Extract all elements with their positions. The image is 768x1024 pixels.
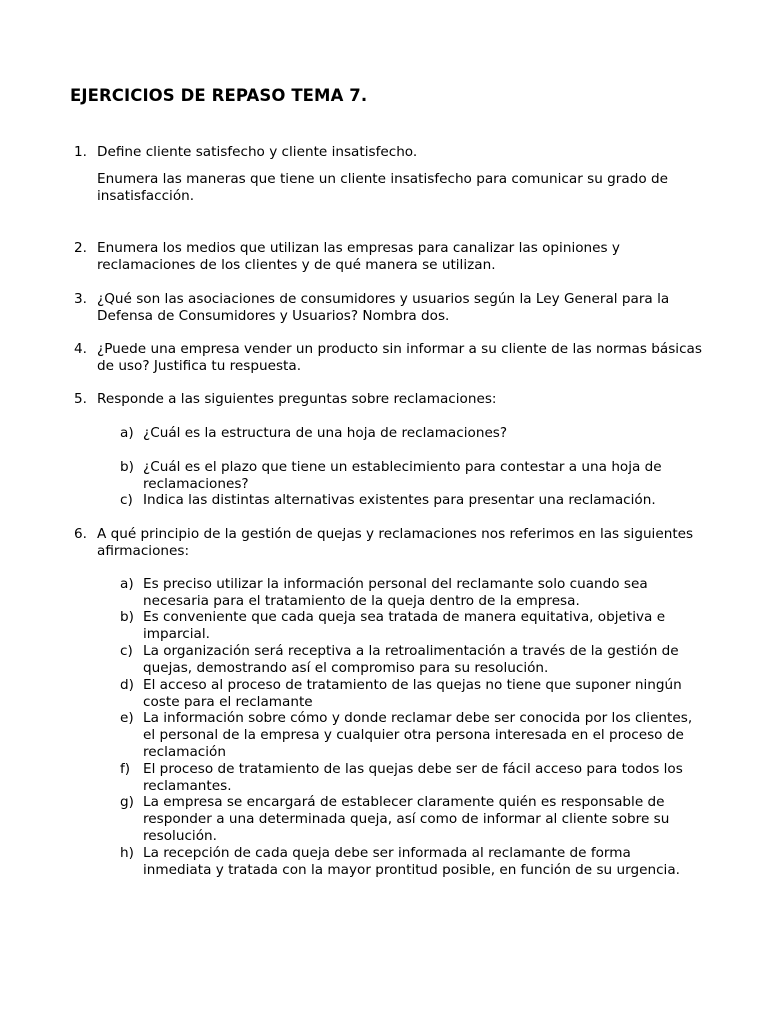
item-text: La organización será receptiva a la retroalimentación a través de la gestión de quejas, demostrando así el compromiso para su resolución. [143,643,679,676]
item-marker: b) [120,609,134,625]
item-text: Es conveniente que cada queja sea tratada de manera equitativa, objetiva e imparcial. [143,609,666,642]
question-1-extra: Enumera las maneras que tiene un cliente insatisfecho para comunicar su grado de insatisfacción. [97,171,668,204]
item-text: El proceso de tratamiento de las quejas debe ser de fácil acceso para todos los reclamantes. [143,761,683,794]
question-text: Enumera los medios que utilizan las empresas para canalizar las opiniones y reclamaciones de los clientes y de qué manera se utilizan. [97,240,620,273]
item-text: La recepción de cada queja debe ser informada al reclamante de forma inmediata y tratada con la mayor prontitud posible, en función de su urgencia. [143,845,680,878]
question-number: 2. [74,240,87,256]
question-number: 5. [74,391,87,407]
question-text: ¿Puede una empresa vender un producto sin informar a su cliente de las normas básicas de uso? Justifica tu respuesta. [97,341,702,374]
item-marker: b) [120,459,134,475]
question-text: Responde a las siguientes preguntas sobre reclamaciones: [97,391,497,407]
item-marker: h) [120,845,134,861]
item-text: ¿Cuál es el plazo que tiene un establecimiento para contestar a una hoja de reclamaciones? [143,459,662,492]
question-number: 6. [74,526,87,542]
question-text: Define cliente satisfecho y cliente insatisfecho. [97,144,418,160]
question-number: 4. [74,341,87,357]
item-text: Indica las distintas alternativas existentes para presentar una reclamación. [143,492,656,508]
page-title: EJERCICIOS DE REPASO TEMA 7. [70,86,368,105]
item-marker: d) [120,677,134,693]
item-text: La empresa se encargará de establecer claramente quién es responsable de responder a una determinada queja, así como de informar al cliente sobre su resolución. [143,794,670,844]
question-number: 3. [74,291,87,307]
item-marker: g) [120,794,134,810]
question-number: 1. [74,144,87,160]
item-text: Es preciso utilizar la información personal del reclamante solo cuando sea necesaria para el tratamiento de la queja dentro de la empresa. [143,576,648,609]
item-marker: a) [120,576,134,592]
item-marker: f) [120,761,131,777]
item-text: La información sobre cómo y donde reclamar debe ser conocida por los clientes, el personal de la empresa y cualquier otra persona interesada en el proceso de reclamación [143,710,693,760]
item-text: ¿Cuál es la estructura de una hoja de reclamaciones? [143,425,508,441]
item-marker: c) [120,643,133,659]
question-text: ¿Qué son las asociaciones de consumidores y usuarios según la Ley General para la Defensa de Consumidores y Usuarios? Nombra dos. [97,291,670,324]
question-text: A qué principio de la gestión de quejas y reclamaciones nos referimos en las siguientes afirmaciones: [97,526,694,559]
item-marker: e) [120,710,134,726]
item-marker: c) [120,492,133,508]
item-text: El acceso al proceso de tratamiento de las quejas no tiene que suponer ningún coste para el reclamante [143,677,682,710]
item-marker: a) [120,425,134,441]
